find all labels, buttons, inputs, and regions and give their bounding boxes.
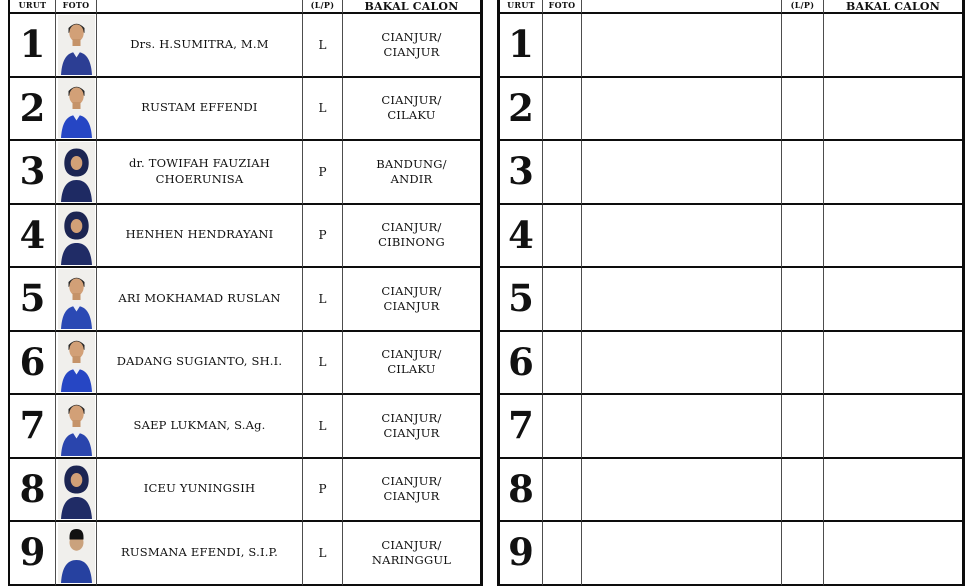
photo-cell-empty — [543, 395, 582, 459]
urut-cell — [500, 332, 543, 396]
photo-cell — [56, 459, 97, 523]
urut-number: 6 — [19, 339, 46, 384]
birthplace-line: CIANJUR/ — [381, 347, 442, 362]
photo-cell — [56, 141, 97, 205]
birthplace-cell — [343, 268, 480, 332]
photo-cell-empty — [543, 14, 582, 78]
name-cell: dr. TOWIFAH FAUZIAH CHOERUNISA — [97, 141, 303, 205]
birthplace-line: CIANJUR/ — [381, 283, 442, 298]
birthplace-cell — [343, 141, 480, 205]
name-cell: RUSMANA EFENDI, S.I.P. — [97, 522, 303, 586]
gender-cell: L — [303, 395, 343, 459]
name-cell: DADANG SUGIANTO, SH.I. — [97, 332, 303, 396]
name-cell: Drs. H.SUMITRA, M.M — [97, 14, 303, 78]
urut-cell — [500, 268, 543, 332]
birthplace-cell-empty — [824, 78, 962, 142]
name-cell-empty — [582, 268, 782, 332]
birthplace-cell — [343, 395, 480, 459]
gender-cell-empty — [782, 332, 824, 396]
foto-header-cell: FOTO — [56, 0, 97, 14]
birthplace-line: BANDUNG/ — [376, 156, 447, 171]
urut-number: 7 — [19, 403, 46, 448]
birthplace-line: CIANJUR/ — [381, 410, 442, 425]
foto-header-cell: FOTO — [543, 0, 582, 14]
urut-cell — [10, 522, 56, 586]
name-cell: ARI MOKHAMAD RUSLAN — [97, 268, 303, 332]
name-cell: SAEP LUKMAN, S.Ag. — [97, 395, 303, 459]
birthplace-line: CIANJUR — [383, 44, 440, 59]
urut-number: 4 — [19, 212, 46, 257]
birthplace-line: CILAKU — [387, 108, 436, 123]
male-portrait-icon — [58, 332, 95, 392]
birthplace-line: CIANJUR — [383, 298, 440, 313]
birthplace-line: CIANJUR/ — [381, 474, 442, 489]
birthplace-cell-empty — [824, 332, 962, 396]
birthplace-cell-empty — [824, 205, 962, 269]
name-cell-empty — [582, 459, 782, 523]
birthplace-cell — [343, 332, 480, 396]
name-header-cell — [582, 0, 782, 14]
urut-cell — [10, 14, 56, 78]
gender-cell: P — [303, 205, 343, 269]
birthplace-cell — [343, 14, 480, 78]
urut-cell — [10, 268, 56, 332]
photo-cell — [56, 205, 97, 269]
urut-header-cell: URUT — [500, 0, 543, 14]
photo-cell-empty — [543, 205, 582, 269]
urut-cell — [500, 522, 543, 586]
birthplace-line: ANDIR — [390, 171, 433, 186]
birthplace-cell — [343, 205, 480, 269]
male-portrait-icon — [58, 78, 95, 138]
peci-portrait-icon — [58, 523, 95, 583]
urut-cell — [10, 332, 56, 396]
gender-cell: L — [303, 14, 343, 78]
gender-cell: P — [303, 141, 343, 205]
gender-cell: L — [303, 332, 343, 396]
gender-cell-empty — [782, 395, 824, 459]
birthplace-line: CIANJUR — [383, 489, 440, 504]
name-cell-empty — [582, 141, 782, 205]
candidate-table-blank — [497, 0, 965, 586]
birthplace-header-cell: BAKAL CALON — [824, 0, 962, 14]
photo-cell — [56, 14, 97, 78]
urut-number: 9 — [19, 530, 46, 575]
urut-number: 4 — [508, 212, 534, 257]
gender-cell: L — [303, 522, 343, 586]
birthplace-line: CIANJUR — [383, 425, 440, 440]
gender-cell-empty — [782, 78, 824, 142]
photo-cell-empty — [543, 141, 582, 205]
urut-cell — [500, 395, 543, 459]
gender-cell-empty — [782, 205, 824, 269]
gender-cell-empty — [782, 459, 824, 523]
photo-cell — [56, 522, 97, 586]
name-cell-empty — [582, 522, 782, 586]
birthplace-cell-empty — [824, 141, 962, 205]
photo-cell-empty — [543, 522, 582, 586]
male-portrait-icon — [58, 396, 95, 456]
birthplace-cell-empty — [824, 395, 962, 459]
birthplace-line: CILAKU — [387, 362, 436, 377]
birthplace-cell-empty — [824, 459, 962, 523]
urut-number: 1 — [508, 22, 534, 67]
birthplace-line: CIANJUR/ — [381, 29, 442, 44]
birthplace-cell-empty — [824, 14, 962, 78]
birthplace-cell — [343, 78, 480, 142]
urut-number: 7 — [508, 403, 534, 448]
gender-cell-empty — [782, 522, 824, 586]
name-cell-empty — [582, 14, 782, 78]
urut-cell — [500, 459, 543, 523]
urut-number: 8 — [19, 466, 46, 511]
name-cell-empty — [582, 395, 782, 459]
urut-number: 1 — [19, 22, 46, 67]
name-cell-empty — [582, 332, 782, 396]
urut-cell — [10, 459, 56, 523]
birthplace-header-cell: BAKAL CALON — [343, 0, 480, 14]
photo-cell — [56, 78, 97, 142]
urut-number: 9 — [508, 530, 534, 575]
urut-cell — [10, 141, 56, 205]
gender-cell: P — [303, 459, 343, 523]
candidate-table-filled — [8, 0, 483, 586]
urut-number: 3 — [19, 149, 46, 194]
photo-cell — [56, 332, 97, 396]
male-portrait-icon — [58, 15, 95, 75]
photo-cell-empty — [543, 332, 582, 396]
urut-cell — [500, 14, 543, 78]
name-cell: HENHEN HENDRAYANI — [97, 205, 303, 269]
photo-cell-empty — [543, 78, 582, 142]
photo-cell — [56, 395, 97, 459]
urut-cell — [10, 205, 56, 269]
name-header-cell — [97, 0, 303, 14]
birthplace-line: CIBINONG — [378, 235, 445, 250]
birthplace-cell-empty — [824, 268, 962, 332]
urut-header-cell: URUT — [10, 0, 56, 14]
male-portrait-icon — [58, 269, 95, 329]
urut-number: 5 — [508, 276, 534, 321]
photo-cell-empty — [543, 459, 582, 523]
urut-cell — [500, 141, 543, 205]
urut-number: 5 — [19, 276, 46, 321]
urut-number: 8 — [508, 466, 534, 511]
photo-cell-empty — [543, 268, 582, 332]
gender-cell: L — [303, 268, 343, 332]
photo-cell — [56, 268, 97, 332]
urut-number: 3 — [508, 149, 534, 194]
birthplace-line: NARINGGUL — [371, 552, 452, 567]
gender-cell-empty — [782, 268, 824, 332]
birthplace-cell — [343, 522, 480, 586]
gender-cell-empty — [782, 141, 824, 205]
urut-cell — [500, 78, 543, 142]
urut-number: 6 — [508, 339, 534, 384]
birthplace-line: CIANJUR/ — [381, 537, 442, 552]
birthplace-cell-empty — [824, 522, 962, 586]
urut-number: 2 — [19, 85, 46, 130]
hijab-portrait-icon — [58, 205, 95, 265]
birthplace-line: CIANJUR/ — [381, 220, 442, 235]
name-cell: RUSTAM EFFENDI — [97, 78, 303, 142]
urut-cell — [500, 205, 543, 269]
gender-cell: L — [303, 78, 343, 142]
urut-cell — [10, 395, 56, 459]
urut-number: 2 — [508, 85, 534, 130]
birthplace-line: CIANJUR/ — [381, 93, 442, 108]
name-cell: ICEU YUNINGSIH — [97, 459, 303, 523]
birthplace-cell — [343, 459, 480, 523]
name-cell-empty — [582, 78, 782, 142]
gender-header-cell: (L/P) — [303, 0, 343, 14]
gender-header-cell: (L/P) — [782, 0, 824, 14]
hijab-portrait-icon — [58, 142, 95, 202]
name-cell-empty — [582, 205, 782, 269]
gender-cell-empty — [782, 14, 824, 78]
hijab-portrait-icon — [58, 459, 95, 519]
urut-cell — [10, 78, 56, 142]
